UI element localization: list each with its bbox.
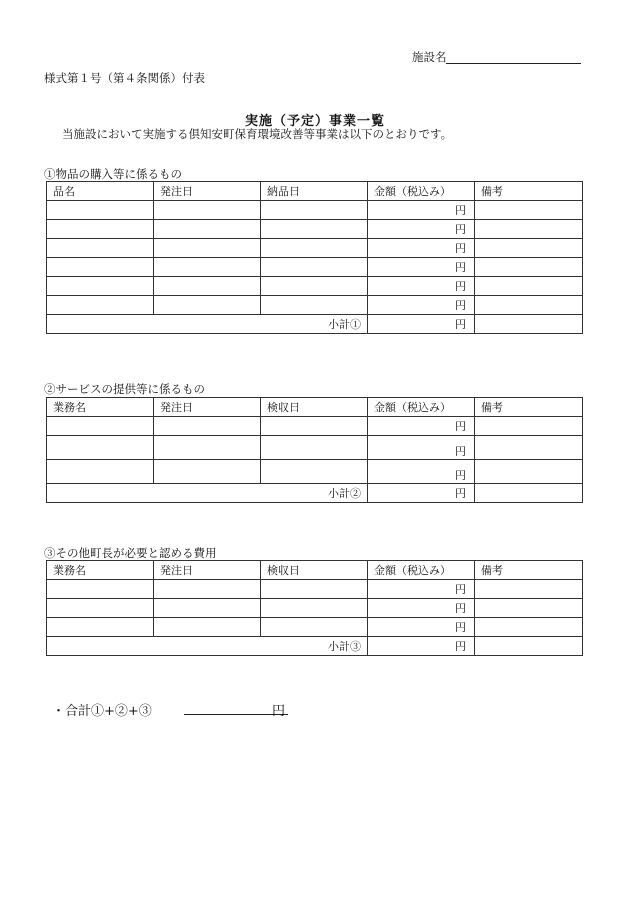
input-cell[interactable]	[475, 599, 583, 618]
input-cell[interactable]	[47, 258, 154, 277]
input-cell[interactable]	[154, 618, 261, 637]
input-cell[interactable]	[475, 277, 583, 296]
subtotal-label: 小計③	[47, 637, 368, 656]
amount-cell[interactable]: 円	[368, 220, 475, 239]
column-header: 金額（税込み）	[368, 182, 475, 201]
input-cell[interactable]	[261, 417, 368, 436]
column-header: 納品日	[261, 182, 368, 201]
subtotal-remarks-cell[interactable]	[475, 484, 583, 503]
table-row	[47, 220, 583, 239]
input-cell[interactable]	[47, 239, 154, 258]
amount-cell[interactable]: 円	[368, 599, 475, 618]
input-cell[interactable]	[475, 618, 583, 637]
section-3-table	[46, 560, 583, 656]
input-cell[interactable]	[47, 220, 154, 239]
column-header: 品名	[47, 182, 154, 201]
input-cell[interactable]	[261, 296, 368, 315]
column-header: 発注日	[154, 182, 261, 201]
input-cell[interactable]	[475, 239, 583, 258]
input-cell[interactable]	[475, 460, 583, 484]
column-header: 検収日	[261, 398, 368, 417]
input-cell[interactable]	[47, 296, 154, 315]
input-cell[interactable]	[154, 436, 261, 460]
input-cell[interactable]	[475, 436, 583, 460]
input-cell[interactable]	[47, 599, 154, 618]
input-cell[interactable]	[47, 580, 154, 599]
table-row	[47, 460, 583, 484]
table-row	[47, 239, 583, 258]
grand-total-yen: 円	[272, 704, 286, 719]
amount-cell[interactable]: 円	[368, 277, 475, 296]
amount-cell[interactable]: 円	[368, 460, 475, 484]
input-cell[interactable]	[47, 618, 154, 637]
table-row	[47, 417, 583, 436]
table-header-row	[47, 398, 583, 417]
input-cell[interactable]	[154, 277, 261, 296]
form-number: 様式第１号（第４条関係）付表	[44, 71, 205, 85]
amount-cell[interactable]: 円	[368, 239, 475, 258]
input-cell[interactable]	[261, 201, 368, 220]
section-1-title: ①物品の購入等に係るもの	[44, 167, 182, 181]
subtotal-label: 小計②	[47, 484, 368, 503]
amount-cell[interactable]: 円	[368, 436, 475, 460]
input-cell[interactable]	[154, 417, 261, 436]
section-3-title: ③その他町長が必要と認める費用	[44, 546, 217, 560]
amount-cell[interactable]: 円	[368, 258, 475, 277]
column-header: 業務名	[47, 561, 154, 580]
input-cell[interactable]	[475, 201, 583, 220]
input-cell[interactable]	[154, 460, 261, 484]
table-row	[47, 436, 583, 460]
table-header-row	[47, 561, 583, 580]
input-cell[interactable]	[475, 417, 583, 436]
input-cell[interactable]	[47, 417, 154, 436]
input-cell[interactable]	[47, 460, 154, 484]
input-cell[interactable]	[261, 460, 368, 484]
section-2-title: ②サービスの提供等に係るもの	[44, 382, 205, 396]
table-row	[47, 618, 583, 637]
subtotal-row	[47, 315, 583, 334]
table-row	[47, 201, 583, 220]
input-cell[interactable]	[261, 220, 368, 239]
input-cell[interactable]	[261, 258, 368, 277]
table-row	[47, 258, 583, 277]
amount-cell[interactable]: 円	[368, 580, 475, 599]
column-header: 備考	[475, 182, 583, 201]
section-2-table	[46, 397, 583, 503]
subtotal-row	[47, 637, 583, 656]
table-row	[47, 277, 583, 296]
input-cell[interactable]	[154, 599, 261, 618]
input-cell[interactable]	[475, 220, 583, 239]
input-cell[interactable]	[154, 296, 261, 315]
subtotal-amount-cell[interactable]: 円	[368, 315, 475, 334]
column-header: 金額（税込み）	[368, 398, 475, 417]
input-cell[interactable]	[154, 580, 261, 599]
table-row	[47, 599, 583, 618]
page-title: 実施（予定）事業一覧	[244, 114, 385, 129]
facility-name-label: 施設名	[412, 50, 447, 64]
column-header: 金額（税込み）	[368, 561, 475, 580]
subtotal-remarks-cell[interactable]	[475, 315, 583, 334]
amount-cell[interactable]: 円	[368, 618, 475, 637]
input-cell[interactable]	[154, 201, 261, 220]
column-header: 備考	[475, 561, 583, 580]
subtotal-amount-cell[interactable]: 円	[368, 637, 475, 656]
amount-cell[interactable]: 円	[368, 417, 475, 436]
input-cell[interactable]	[47, 201, 154, 220]
column-header: 発注日	[154, 398, 261, 417]
subtotal-row	[47, 484, 583, 503]
input-cell[interactable]	[47, 436, 154, 460]
input-cell[interactable]	[261, 618, 368, 637]
input-cell[interactable]	[261, 239, 368, 258]
table-row	[47, 580, 583, 599]
amount-cell[interactable]: 円	[368, 296, 475, 315]
input-cell[interactable]	[154, 239, 261, 258]
input-cell[interactable]	[261, 436, 368, 460]
column-header: 備考	[475, 398, 583, 417]
table-header-row	[47, 182, 583, 201]
grand-total-label: ・合計①+②+③	[52, 704, 152, 719]
input-cell[interactable]	[261, 599, 368, 618]
column-header: 発注日	[154, 561, 261, 580]
input-cell[interactable]	[261, 580, 368, 599]
input-cell[interactable]	[47, 277, 154, 296]
input-cell[interactable]	[475, 580, 583, 599]
column-header: 業務名	[47, 398, 154, 417]
subtotal-remarks-cell[interactable]	[475, 637, 583, 656]
intro-text: 当施設において実施する倶知安町保育環境改善等事業は以下のとおりです。	[62, 127, 453, 141]
subtotal-label: 小計①	[47, 315, 368, 334]
input-cell[interactable]	[475, 258, 583, 277]
section-1-table	[46, 181, 583, 334]
input-cell[interactable]	[261, 277, 368, 296]
amount-cell[interactable]: 円	[368, 201, 475, 220]
table-row	[47, 296, 583, 315]
subtotal-amount-cell[interactable]: 円	[368, 484, 475, 503]
column-header: 検収日	[261, 561, 368, 580]
input-cell[interactable]	[475, 296, 583, 315]
facility-name-field[interactable]	[446, 63, 581, 64]
input-cell[interactable]	[154, 258, 261, 277]
input-cell[interactable]	[154, 220, 261, 239]
